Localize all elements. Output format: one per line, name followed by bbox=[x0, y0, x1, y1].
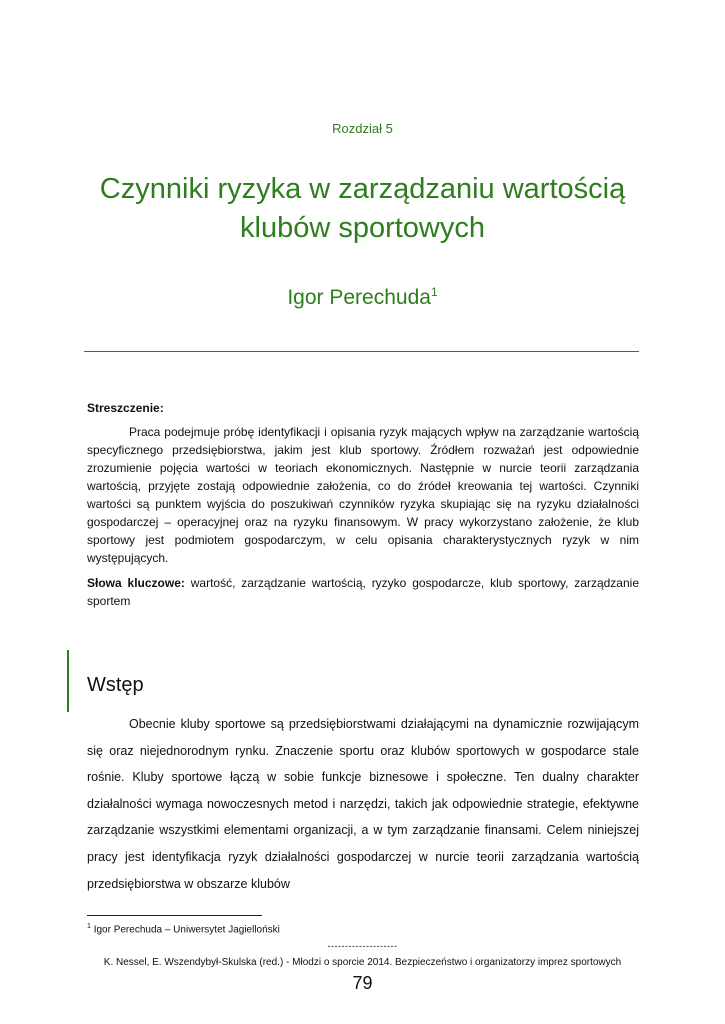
title-line-2: klubów sportowych bbox=[240, 212, 485, 244]
abstract-label: Streszczenie: bbox=[87, 401, 164, 415]
footnote-mark: 1 bbox=[87, 923, 91, 930]
author-name: Igor Perechuda bbox=[287, 286, 431, 309]
page-number: 79 bbox=[352, 973, 373, 993]
keywords-label: Słowa kluczowe: bbox=[87, 576, 185, 590]
title-line-1: Czynniki ryzyka w zarządzaniu wartością bbox=[99, 173, 626, 205]
keywords bbox=[87, 574, 639, 610]
section-title: Wstęp bbox=[87, 674, 144, 696]
chapter-label: Rozdział 5 bbox=[332, 121, 393, 136]
title-divider bbox=[84, 351, 639, 352]
footer-citation: K. Nessel, E. Wszendybył-Skulska (red.) - Młodzi o sporcie 2014. Bezpieczeństwo i organizatorzy imprez sportowych bbox=[103, 957, 622, 968]
chapter-title bbox=[60, 170, 665, 248]
abstract-text: Praca podejmuje próbę identyfikacji i opisania ryzyk mających wpływ na zarządzanie wartością specyficznego przedsiębiorstwa, jakim jest klub sportowy. Źródłem rozważań jest odpowiednie zrozumienie pojęcia wartości w teoriach ekonomicznych. Następnie w nurcie teorii zarządzania wartością, przyjęte zostają odpowiednie założenia, co do źródeł kreowania tej wartości. Czynniki wartości są punktem wyjścia do poszukiwań czynników ryzyka skupiając się na ryzyku działalności gospodarczej – operacyjnej oraz na ryzyku finansowym. W pracy wykorzystano założenie, że klub sportowy jest podmiotem gospodarczym, w celu opisania charakterystycznych ryzyk w nim występujących. bbox=[87, 425, 639, 565]
footnote-text: Igor Perechuda – Uniwersytet Jagielloński bbox=[93, 924, 280, 936]
author bbox=[0, 285, 725, 310]
keywords-text: wartość, zarządzanie wartością, ryzyko gospodarcze, klub sportowy, zarządzanie sportem bbox=[87, 576, 639, 608]
footnote-divider bbox=[87, 915, 262, 916]
footer-separator: -------------------- bbox=[327, 941, 398, 951]
section-accent-bar bbox=[67, 650, 69, 712]
intro-text: Obecnie kluby sportowe są przedsiębiorstwami działającymi na dynamicznie rozwijającym się oraz niejednorodnym rynku. Znaczenie sportu oraz klubów sportowych w gospodarce stale rośnie. Kluby sportowe łączą w sobie funkcje biznesowe i społeczne. Ten dualny charakter działalności wymaga nowoczesnych metod i narzędzi, takich jak odpowiednie strategie, efektywne zarządzanie wszystkimi elementami organizacji, a w tym zarządzanie finansami. Celem niniejszej pracy jest identyfikacja ryzyk działalności gospodarczej w nurcie teorii zarządzania wartością przedsiębiorstwa w obszarze klubów bbox=[87, 717, 639, 891]
footnote bbox=[87, 923, 280, 935]
author-footnote-mark: 1 bbox=[430, 285, 438, 299]
